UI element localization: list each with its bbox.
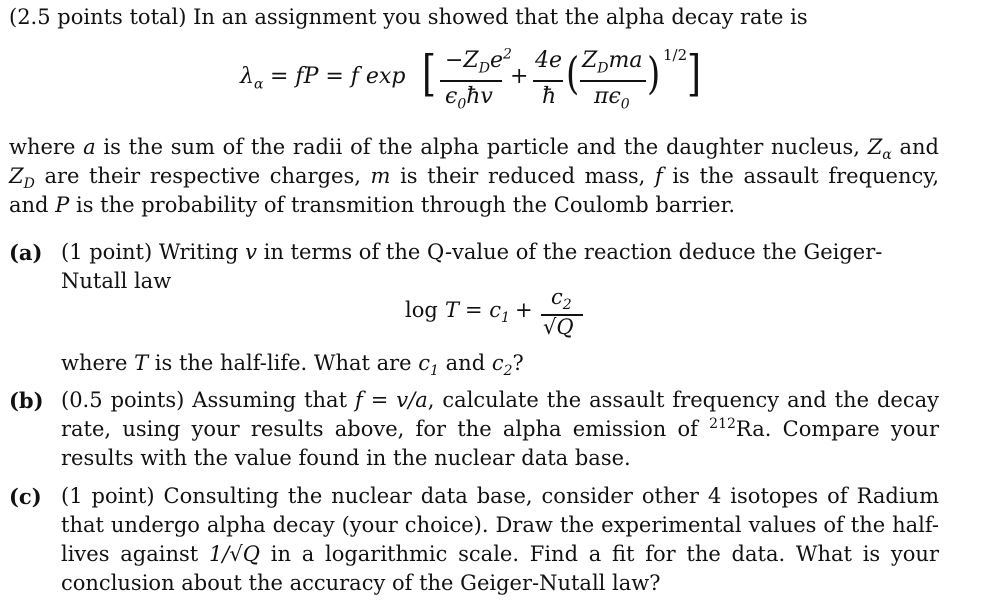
fraction2-bar — [533, 80, 563, 82]
gn-log: log — [405, 298, 438, 322]
plus-sign: + — [510, 64, 529, 89]
fraction3-numerator: $Z_Dma$ — [582, 48, 643, 77]
right-bracket: ] — [687, 46, 702, 103]
fraction1-bar — [440, 80, 502, 82]
gn-sqrtQ: √Q — [543, 315, 574, 339]
part-a-question: where T is the half-life. What are $c_1$ and $c_2$? — [61, 351, 524, 380]
fraction2-denominator: ħ — [542, 84, 557, 109]
rate-equality: = fP = f exp — [270, 64, 406, 89]
part-a-label: (a) — [9, 240, 43, 265]
intro-text: In an assignment you showed that the alpha decay rate is — [193, 5, 808, 29]
left-paren: ( — [566, 48, 580, 100]
part-c-label: (c) — [9, 484, 42, 509]
left-bracket: [ — [422, 46, 437, 103]
intro-line — [9, 3, 979, 32]
decay-rate-formula — [240, 46, 720, 116]
fraction3-denominator: $\pi\epsilon_0$ — [594, 84, 630, 113]
part-a-text: (1 point) Writing v in terms of the Q-value of the reaction deduce the Geiger- Nutall law — [61, 240, 883, 293]
definitions-paragraph: where a is the sum of the radii of the alpha particle and the daughter nucleus, $Z_\alpha$ and $Z_D$ are their respective charges, m is their reduced mass, f is the assault frequency, and P is the probability of transmition through the Coulomb barrier. — [9, 135, 940, 217]
fraction3-bar — [580, 80, 646, 82]
part-b-text: (0.5 points) Assuming that f = v/a, calculate the assault frequency and the decay rate, using your results above, for the alpha emission of $^{212}$Ra. Compare your results with the value found in the nuclear data base. — [61, 388, 939, 470]
part-c — [9, 482, 939, 598]
fraction2-numerator: 4e — [535, 48, 563, 73]
gn-plus: + — [515, 298, 533, 322]
part-b-label: (b) — [9, 388, 44, 413]
fraction1-numerator: $-Z_De^2$ — [445, 46, 512, 77]
fraction1-denominator: $\epsilon_0ħv$ — [445, 84, 493, 113]
gn-c1: = $c_1$ — [465, 298, 510, 327]
lambda-alpha: $\lambda_\alpha$ — [240, 64, 264, 93]
gn-c2: $c_2$ — [551, 285, 572, 314]
part-c-text: (1 point) Consulting the nuclear data base, consider other 4 isotopes of Radium that undergo alpha decay (your choice). Draw the experimental values of the half-lives against 1/√Q in a logarithmic scale. Find a fit for the data. What is your conclusion about the accuracy of the Geiger-Nutall law? — [61, 484, 939, 595]
exponent-half: 1/2 — [663, 46, 688, 64]
geiger-nuttall-formula — [405, 285, 605, 345]
part-b — [9, 386, 939, 473]
right-paren: ) — [647, 48, 661, 100]
gn-T: T — [445, 298, 460, 322]
total-points: (2.5 points total) — [9, 5, 187, 29]
